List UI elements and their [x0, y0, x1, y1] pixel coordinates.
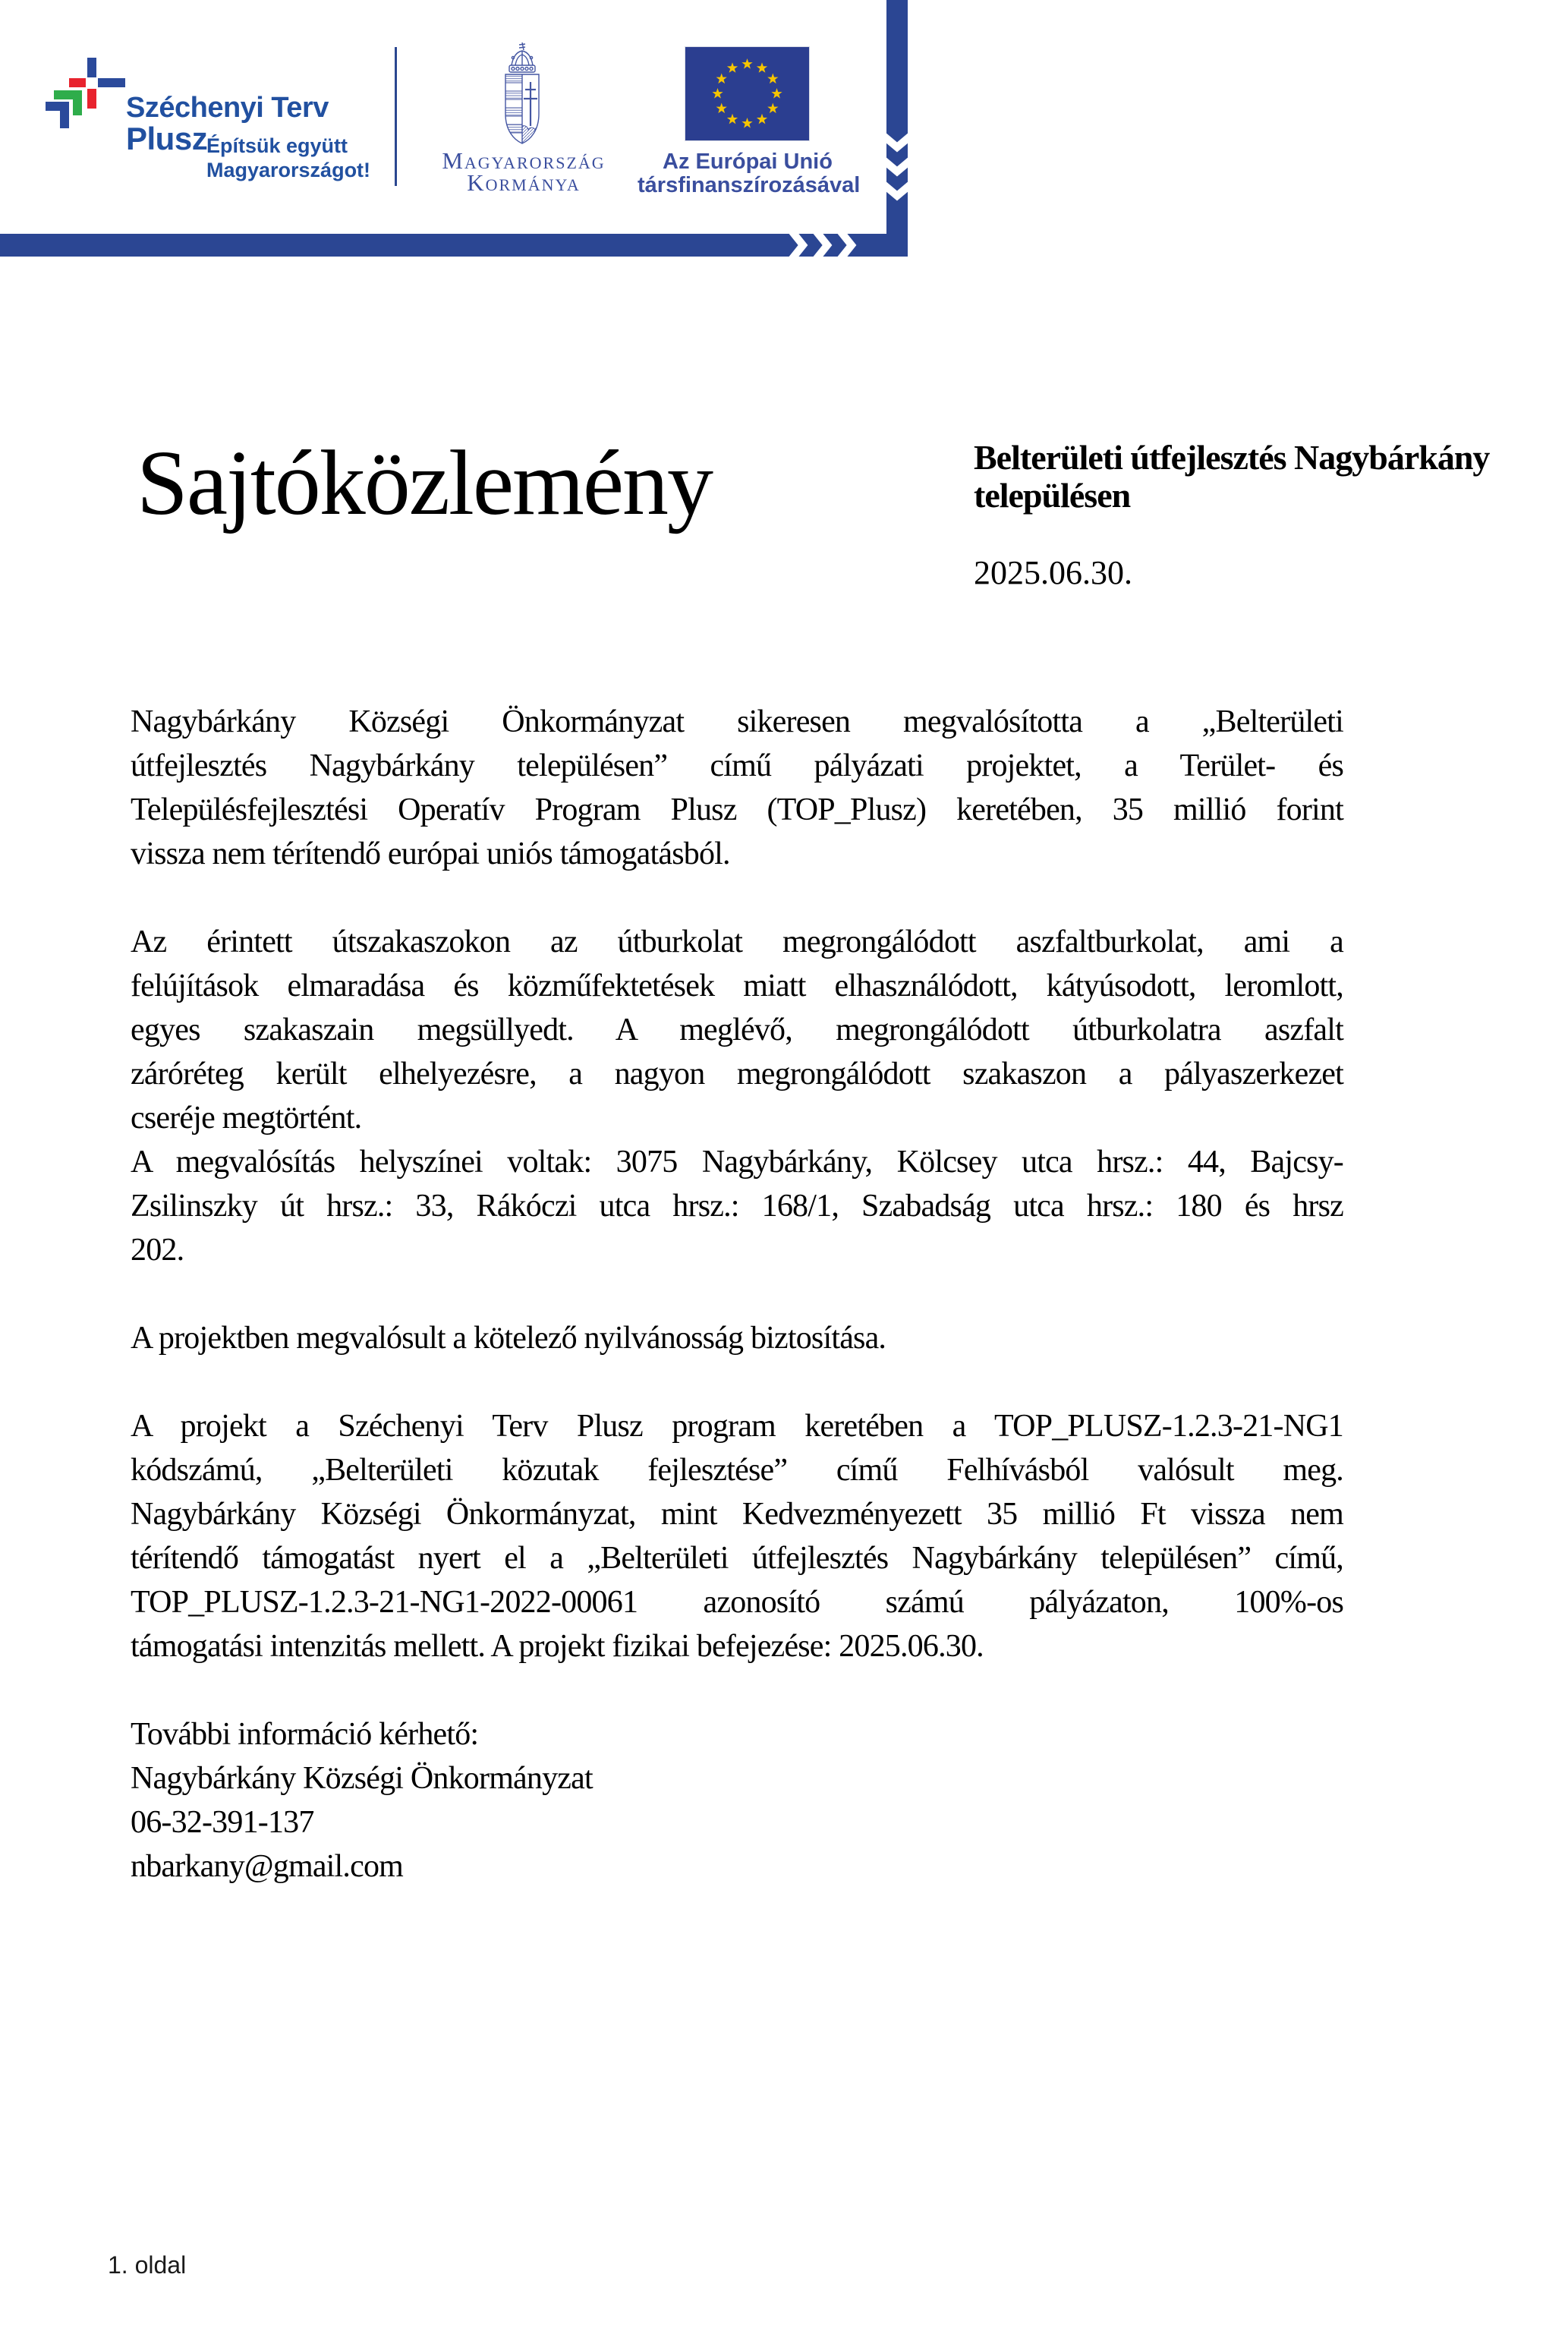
body-line: A projekt a Széchenyi Terv Plusz program keretében a TOP_PLUSZ-1.2.3-21-NG1 — [131, 1409, 1343, 1444]
decorative-bars — [0, 0, 918, 266]
subject-heading — [974, 439, 1535, 515]
body-line: Zsilinszky út hrsz.: 33, Rákóczi utca hrsz.: 168/1, Szabadság utca hrsz.: 180 és hrsz — [131, 1189, 1343, 1224]
government-label-line1: Magyarország — [442, 147, 606, 174]
szechenyi-slogan-line1: Építsük együtt — [206, 134, 348, 157]
body-line: Az érintett útszakaszokon az útburkolat megrongálódott aszfaltburkolat, ami a — [131, 925, 1343, 959]
szechenyi-logo-title: Széchenyi Terv — [126, 92, 329, 124]
body-line: támogatási intenzitás mellett. A projekt fizikai befejezése: 2025.06.30. — [131, 1629, 984, 1664]
page-title: Sajtóközlemény — [137, 432, 713, 534]
government-label-line2: Kormánya — [467, 169, 581, 196]
paragraph — [131, 920, 1343, 1140]
paragraph — [131, 1140, 1343, 1272]
body-text — [131, 700, 1343, 1888]
body-line: TOP_PLUSZ-1.2.3-21-NG1-2022-00061 azonosító számú pályázaton, 100%-os — [131, 1585, 1343, 1620]
paragraph — [131, 700, 1343, 876]
eu-label-line1: Az Európai Unió — [663, 150, 833, 174]
body-line: nbarkany@gmail.com — [131, 1849, 404, 1884]
szechenyi-logo-title2: Plusz — [126, 121, 208, 156]
subject-line2: településen — [974, 476, 1131, 515]
body-line: Településfejlesztési Operatív Program Plusz (TOP_Plusz) keretében, 35 millió forint — [131, 792, 1343, 827]
body-line: A megvalósítás helyszínei voltak: 3075 Nagybárkány, Kölcsey utca hrsz.: 44, Bajcsy- — [131, 1145, 1343, 1180]
body-line: felújítások elmaradása és közműfektetések miatt elhasználódott, kátyúsodott, leromlott, — [131, 969, 1343, 1003]
body-line: vissza nem térítendő európai uniós támogatásból. — [131, 836, 730, 871]
szechenyi-slogan-line2: Magyarországot! — [206, 159, 371, 181]
body-line: záróréteg került elhelyezésre, a nagyon megrongálódott szakaszon a pályaszerkezet — [131, 1057, 1343, 1091]
paragraph — [131, 1316, 1343, 1360]
body-line: A projektben megvalósult a kötelező nyilvánosság biztosítása. — [131, 1321, 886, 1356]
body-line: További információ kérhető: — [131, 1717, 479, 1752]
eu-label-line2: társfinanszírozásával — [638, 173, 861, 197]
body-line: 202. — [131, 1233, 184, 1268]
body-line: térítendő támogatást nyert el a „Belterületi útfejlesztés Nagybárkány településen” című, — [131, 1541, 1343, 1576]
body-line: útfejlesztés Nagybárkány településen” című pályázati projektet, a Terület- és — [131, 748, 1343, 783]
body-line: kódszámú, „Belterületi közutak fejlesztése” című Felhívásból valósult meg. — [131, 1453, 1343, 1488]
body-line: Nagybárkány Községi Önkormányzat — [131, 1761, 593, 1796]
paragraph — [131, 1404, 1343, 1668]
page-number-label: 1. oldal — [108, 2251, 187, 2279]
body-line: egyes szakaszain megsüllyedt. A meglévő, megrongálódott útburkolatra aszfalt — [131, 1013, 1343, 1047]
body-line: 06-32-391-137 — [131, 1805, 314, 1840]
body-line: Nagybárkány Községi Önkormányzat sikeresen megvalósította a „Belterületi — [131, 704, 1343, 739]
paragraph — [131, 1712, 1343, 1888]
body-line: Nagybárkány Községi Önkormányzat, mint Kedvezményezett 35 millió Ft vissza nem — [131, 1497, 1343, 1532]
subject-line1: Belterületi útfejlesztés Nagybárkány — [974, 438, 1490, 477]
document-date: 2025.06.30. — [974, 554, 1132, 591]
body-line: cseréje megtörtént. — [131, 1101, 362, 1136]
